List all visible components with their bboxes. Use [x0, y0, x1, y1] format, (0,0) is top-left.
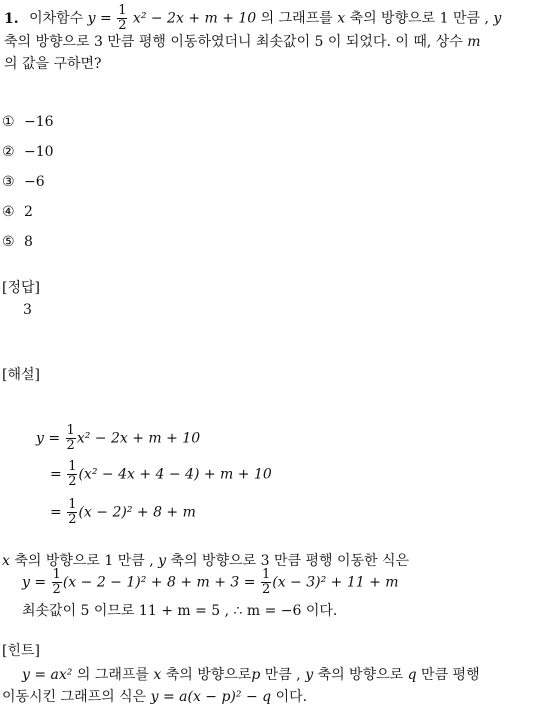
explanation-equation-3 — [50, 498, 196, 527]
option-2[interactable] — [2, 144, 54, 160]
fraction-denominator: 2 — [118, 18, 127, 33]
option-3[interactable] — [2, 174, 45, 190]
fraction-numerator: 1 — [68, 459, 77, 474]
math-variable: y — [158, 553, 167, 569]
math-expression: x² − 2x + m + 10 — [76, 430, 201, 447]
question-part: 이차함수 — [29, 10, 84, 27]
hint-part: 만큼 , — [264, 667, 301, 683]
option-4[interactable] — [2, 204, 33, 220]
math-expression: = — [50, 466, 62, 483]
math-expression: y = — [22, 574, 47, 591]
fraction-half — [117, 4, 127, 33]
option-1[interactable] — [2, 114, 54, 130]
math-variable: x — [337, 10, 346, 27]
hint-label: [힌트] — [2, 643, 40, 659]
math-expression: y = ax² — [22, 667, 73, 683]
math-variable: p — [251, 667, 261, 683]
question-part: 축의 방향으로 3 만큼 평행 이동하였더니 최솟값이 5 이 되었다. 이 때, 상수 — [4, 34, 463, 50]
explanation-equation-1 — [36, 424, 200, 453]
hint-line-2 — [2, 686, 307, 706]
math-variable: y — [305, 667, 314, 683]
question-text — [4, 4, 531, 33]
fraction-denominator: 2 — [66, 438, 75, 453]
math-variable: x — [153, 667, 162, 683]
fraction-half — [66, 424, 76, 453]
math-expression: (x − 2)² + 8 + m — [78, 504, 196, 521]
explanation-part: 축의 방향으로 1 만큼 , — [14, 553, 154, 569]
fraction-numerator: 1 — [118, 3, 127, 18]
math-expression: (x − 3)² + 11 + m — [272, 574, 399, 591]
option-number: ④ — [2, 204, 15, 220]
hint-part: 이다. — [275, 689, 308, 705]
fraction-numerator: 1 — [66, 423, 75, 438]
option-value: −16 — [24, 114, 54, 130]
explanation-label: [해설] — [2, 367, 40, 383]
fraction-numerator: 1 — [261, 567, 271, 582]
answer-value: 3 — [23, 302, 32, 318]
question-line-3 — [4, 54, 531, 74]
fraction-half — [52, 568, 62, 597]
hint-part: 축의 방향으로 — [317, 667, 404, 683]
explanation-line-2 — [22, 568, 399, 597]
explanation-equation-2 — [50, 460, 272, 489]
explanation-part: 축의 방향으로 3 만큼 평행 이동한 식은 — [170, 553, 410, 569]
fraction-half — [67, 460, 77, 489]
math-expression: (x − 2 − 1)² + 8 + m + 3 = — [62, 574, 256, 591]
math-variable: m — [467, 34, 481, 50]
math-variable: y — [493, 10, 502, 27]
math-variable: q — [407, 667, 417, 683]
option-number: ⑤ — [2, 234, 15, 250]
answer-label: [정답] — [2, 280, 40, 296]
math-expression: y = — [87, 10, 112, 27]
explanation-line-3: 최솟값이 5 이므로 11 + m = 5 , ∴ m = −6 이다. — [22, 603, 338, 619]
fraction-denominator: 2 — [52, 582, 61, 597]
option-number: ③ — [2, 174, 15, 190]
hint-part: 의 그래프를 — [76, 667, 149, 683]
fraction-numerator: 1 — [52, 567, 61, 582]
math-expression: (x² − 4x + 4 − 4) + m + 10 — [78, 466, 272, 483]
option-value: −6 — [24, 174, 45, 190]
fraction-half — [261, 568, 271, 597]
hint-part: 이동시킨 그래프의 식은 — [2, 689, 147, 705]
question-part: 축의 방향으로 1 만큼 , — [349, 10, 489, 27]
hint-part: 축의 방향으로 — [165, 667, 252, 683]
hint-part: 만큼 평행 — [421, 667, 480, 683]
hint-line-1 — [22, 664, 480, 684]
math-expression: y = a(x − p)² − q — [150, 689, 272, 705]
fraction-denominator: 2 — [261, 582, 271, 597]
fraction-numerator: 1 — [68, 497, 77, 512]
math-variable: x — [2, 553, 10, 569]
fraction-denominator: 2 — [68, 474, 77, 489]
math-expression: = — [50, 504, 62, 521]
option-number: ① — [2, 114, 15, 130]
fraction-half — [67, 498, 77, 527]
option-value: 2 — [24, 204, 33, 220]
math-expression: x² − 2x + m + 10 — [132, 10, 257, 27]
question-part: 의 값을 구하면? — [4, 56, 102, 72]
question-line-2 — [4, 32, 531, 52]
fraction-denominator: 2 — [68, 512, 77, 527]
question-part: 의 그래프를 — [260, 10, 333, 27]
option-number: ② — [2, 144, 15, 160]
question-number: 1. — [4, 10, 19, 27]
option-5[interactable] — [2, 234, 33, 250]
option-value: 8 — [24, 234, 33, 250]
option-value: −10 — [24, 144, 54, 160]
math-expression: y = — [36, 430, 61, 447]
explanation-line-1 — [2, 550, 409, 570]
